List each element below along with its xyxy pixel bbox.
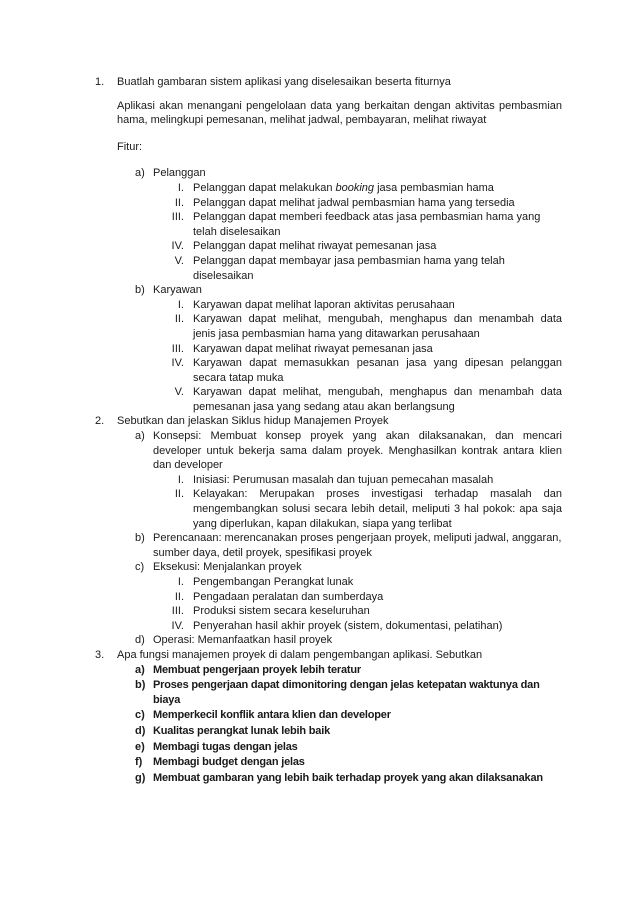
list-item xyxy=(0,755,638,770)
list-label: d) xyxy=(135,634,145,647)
question-number: 3. xyxy=(95,648,105,661)
list-item xyxy=(0,210,638,239)
roman-numeral: IV. xyxy=(171,240,184,253)
features-heading: Fitur: xyxy=(117,140,143,153)
feature-group-pelanggan xyxy=(0,166,638,181)
roman-numeral: II. xyxy=(174,196,184,209)
list-item-text: Pelanggan dapat melihat riwayat pemesanan jasa xyxy=(193,240,437,253)
list-label: a) xyxy=(135,430,145,443)
app-description: Aplikasi akan menangani pengelolaan data yang berkaitan dengan aktivitas pembasmian hama, melingkupi pemesanan, melihat jadwal, pembayaran, melihat riwayat xyxy=(117,99,562,127)
list-item-text: Karyawan dapat melihat riwayat pemesanan jasa xyxy=(193,342,433,355)
list-item xyxy=(0,181,638,196)
list-item xyxy=(0,473,638,488)
list-item xyxy=(0,663,638,678)
roman-numeral: II. xyxy=(174,313,184,326)
question-number: 1. xyxy=(95,76,105,88)
list-item-text: Karyawan dapat memasukkan pesanan jasa yang dipesan pelanggan secara tatap muka xyxy=(193,357,562,384)
feature-group-title: Pelanggan xyxy=(153,167,206,180)
list-item-text: Perencanaan: merencanakan proses pengerjaan proyek, meliputi jadwal, anggaran, sumber daya, detil proyek, spesifikasi proyek xyxy=(153,532,562,559)
list-item-text: Membuat pengerjaan proyek lebih teratur xyxy=(153,663,361,676)
lifecycle-operasi xyxy=(0,633,638,648)
list-item-text: Karyawan dapat melihat, mengubah, menghapus dan menambah data pemesanan jasa yang sedang atau akan berlangsung xyxy=(193,386,562,413)
roman-numeral: IV. xyxy=(171,357,184,370)
roman-numeral: I. xyxy=(177,181,184,194)
list-item-text: Pengembangan Perangkat lunak xyxy=(193,576,354,588)
list-item-text: Penyerahan hasil akhir proyek (sistem, dokumentasi, pelatihan) xyxy=(193,619,503,632)
list-item-text: Produksi sistem secara keseluruhan xyxy=(193,605,370,618)
list-item-text: Pelanggan dapat melihat jadwal pembasmian hama yang tersedia xyxy=(193,196,515,209)
list-item-text: Karyawan dapat melihat laporan aktivitas perusahaan xyxy=(193,298,455,311)
question-text: Sebutkan dan jelaskan Siklus hidup Manajemen Proyek xyxy=(117,415,389,428)
list-label: e) xyxy=(135,740,145,753)
list-item xyxy=(0,678,638,707)
roman-numeral: II. xyxy=(174,488,184,501)
list-item-text: Membagi tugas dengan jelas xyxy=(153,740,298,753)
list-item xyxy=(0,771,638,786)
list-label: a) xyxy=(135,167,145,180)
list-item-text: Pelanggan dapat melakukan booking jasa pembasmian hama xyxy=(193,181,494,194)
list-item-text: Proses pengerjaan dapat dimonitoring dengan jelas ketepatan waktunya dan biaya xyxy=(153,679,540,706)
roman-numeral: V. xyxy=(174,254,184,267)
list-item xyxy=(0,724,638,739)
list-item xyxy=(0,619,638,634)
roman-numeral: I. xyxy=(177,576,184,588)
list-item xyxy=(0,487,638,531)
lifecycle-perencanaan xyxy=(0,531,638,560)
list-item xyxy=(0,385,638,414)
list-label: f) xyxy=(135,756,143,769)
function-list xyxy=(0,663,638,786)
lifecycle-eksekusi xyxy=(0,560,638,575)
question-text: Buatlah gambaran sistem aplikasi yang diselesaikan beserta fiturnya xyxy=(117,76,451,88)
list-label: c) xyxy=(135,709,145,722)
list-label: c) xyxy=(135,561,145,574)
list-item xyxy=(0,740,638,755)
list-item xyxy=(0,708,638,723)
list-item-text: Konsepsi: Membuat konsep proyek yang akan dilaksanakan, dan mencari developer untuk bekerja sama dalam proyek. Menghasilkan kontrak antara klien dan developer xyxy=(153,430,562,472)
question-2 xyxy=(0,414,638,429)
list-item xyxy=(0,254,638,283)
list-item xyxy=(0,604,638,619)
list-label: b) xyxy=(135,284,145,297)
list-label: a) xyxy=(135,663,145,676)
question-1 xyxy=(0,75,638,90)
list-item xyxy=(0,312,638,341)
feature-group-karyawan xyxy=(0,283,638,298)
list-item xyxy=(0,575,638,590)
question-number: 2. xyxy=(95,415,105,428)
list-label: g) xyxy=(135,771,146,784)
list-item-text: Eksekusi: Menjalankan proyek xyxy=(153,561,302,574)
list-item-text: Memperkecil konflik antara klien dan developer xyxy=(153,709,391,722)
list-item-text: Inisiasi: Perumusan masalah dan tujuan pemecahan masalah xyxy=(193,473,494,486)
list-item-text: Kelayakan: Merupakan proses investigasi terhadap masalah dan mengembangkan solusi secara lebih detail, meliputi 3 hal pokok: apa saja yang diperlukan, kapan dilakukan, siapa yang terlibat xyxy=(193,488,562,530)
list-item-text: Kualitas perangkat lunak lebih baik xyxy=(153,724,330,737)
list-label: d) xyxy=(135,724,146,737)
roman-numeral: III. xyxy=(171,605,184,618)
question-3 xyxy=(0,648,638,663)
list-item xyxy=(0,590,638,605)
roman-numeral: V. xyxy=(174,386,184,399)
list-item xyxy=(0,342,638,357)
roman-numeral: I. xyxy=(177,473,184,486)
list-item xyxy=(0,239,638,254)
roman-numeral: II. xyxy=(174,590,184,603)
list-item-text: Membagi budget dengan jelas xyxy=(153,756,305,769)
list-item xyxy=(0,298,638,313)
list-item-text: Pelanggan dapat membayar jasa pembasmian hama yang telah diselesaikan xyxy=(193,254,505,282)
list-label: b) xyxy=(135,679,146,692)
emphasized-term: booking xyxy=(335,181,375,194)
list-item-text: Pengadaan peralatan dan sumberdaya xyxy=(193,590,384,603)
list-item xyxy=(0,196,638,211)
feature-group-title: Karyawan xyxy=(153,284,202,297)
roman-numeral: IV. xyxy=(171,619,184,632)
roman-numeral: III. xyxy=(171,211,184,224)
roman-numeral: III. xyxy=(171,342,184,355)
list-item-text: Membuat gambaran yang lebih baik terhadap proyek yang akan dilaksanakan xyxy=(153,771,543,784)
list-item-text: Karyawan dapat melihat, mengubah, menghapus dan menambah data jenis jasa pembasmian hama yang ditawarkan perusahaan xyxy=(193,313,562,340)
question-text: Apa fungsi manajemen proyek di dalam pengembangan aplikasi. Sebutkan xyxy=(117,648,483,661)
list-label: b) xyxy=(135,532,145,545)
list-item-text: Pelanggan dapat memberi feedback atas jasa pembasmian hama yang telah diselesaikan xyxy=(193,211,541,238)
lifecycle-konsepsi xyxy=(0,429,638,473)
list-item-text: Operasi: Memanfaatkan hasil proyek xyxy=(153,634,333,647)
list-item xyxy=(0,356,638,385)
roman-numeral: I. xyxy=(177,298,184,311)
